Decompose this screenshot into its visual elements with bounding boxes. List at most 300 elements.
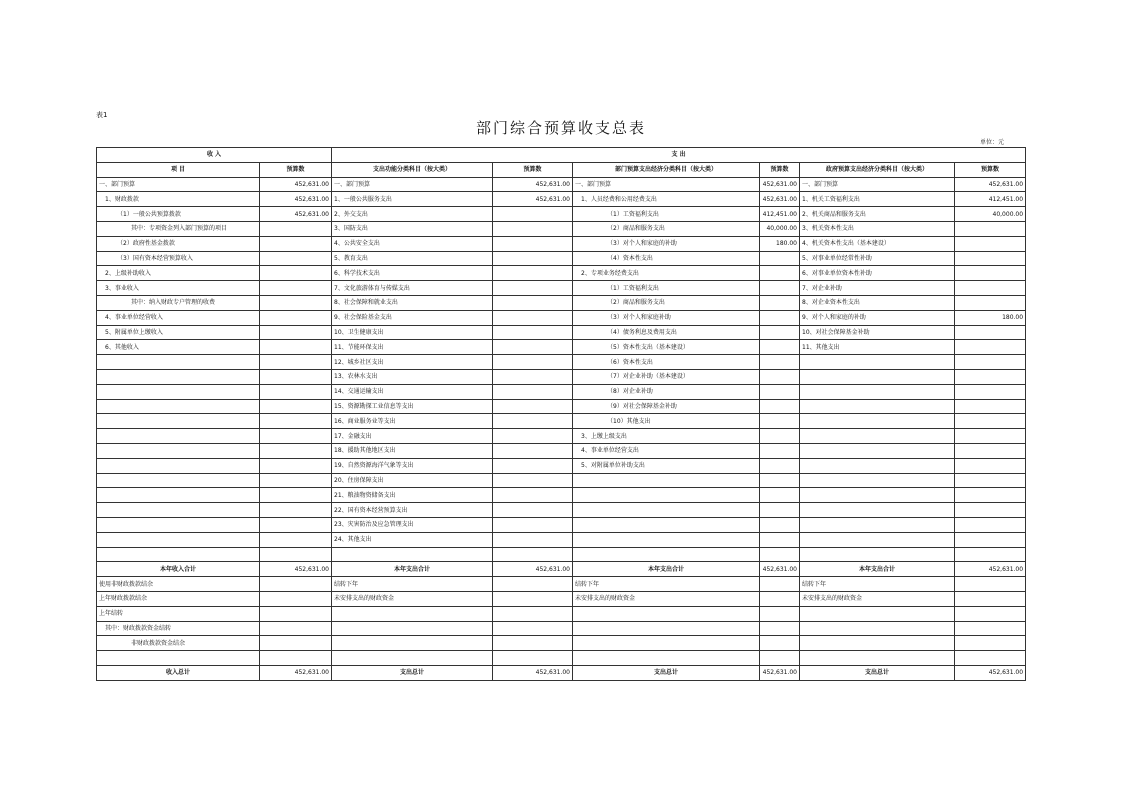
budget-amount-cell — [260, 621, 332, 636]
budget-amount-cell — [260, 325, 332, 340]
budget-amount-cell — [260, 488, 332, 503]
budget-amount-cell — [493, 281, 573, 296]
item-cell — [573, 651, 760, 666]
budget-amount-cell — [260, 651, 332, 666]
item-cell: （1）工资福利支出 — [573, 207, 760, 222]
budget-amount-cell: 40,000.00 — [760, 221, 800, 236]
item-cell: 5、对事业单位经常性补助 — [800, 251, 955, 266]
item-cell: 10、卫生健康支出 — [332, 325, 493, 340]
expense-header: 支 出 — [332, 148, 1026, 163]
budget-amount-cell — [493, 651, 573, 666]
budget-amount-cell — [955, 651, 1026, 666]
item-cell: 3、机关资本性支出 — [800, 221, 955, 236]
budget-amount-cell — [955, 251, 1026, 266]
table-row — [97, 621, 1026, 636]
item-cell: 4、机关资本性支出（基本建设） — [800, 236, 955, 251]
table-row — [97, 517, 1026, 532]
budget-amount-cell — [760, 281, 800, 296]
table-row — [97, 473, 1026, 488]
item-cell: 2、上级补助收入 — [97, 266, 260, 281]
item-cell: （2）商品和服务支出 — [573, 295, 760, 310]
budget-amount-cell — [760, 340, 800, 355]
budget-amount-cell — [760, 266, 800, 281]
budget-amount-cell — [760, 473, 800, 488]
item-cell: 8、对企业资本性支出 — [800, 295, 955, 310]
budget-amount-cell — [493, 251, 573, 266]
table-row — [97, 488, 1026, 503]
item-cell: 6、其他收入 — [97, 340, 260, 355]
budget-amount-cell — [493, 517, 573, 532]
item-cell: 其中：纳入财政专户管理的收费 — [97, 295, 260, 310]
table-row — [97, 177, 1026, 192]
item-cell: 3、事业收入 — [97, 281, 260, 296]
item-cell — [800, 414, 955, 429]
item-cell — [97, 355, 260, 370]
item-cell: （9）对社会保障基金补助 — [573, 399, 760, 414]
budget-amount-cell — [955, 517, 1026, 532]
item-cell — [800, 488, 955, 503]
budget-amount-cell — [260, 503, 332, 518]
item-cell: 本年支出合计 — [800, 562, 955, 577]
item-cell: 10、对社会保障基金补助 — [800, 325, 955, 340]
budget-amount-cell — [493, 429, 573, 444]
budget-amount-cell: 180.00 — [955, 310, 1026, 325]
item-cell: 1、机关工资福利支出 — [800, 192, 955, 207]
budget-amount-cell — [493, 399, 573, 414]
budget-amount-cell — [760, 636, 800, 651]
item-cell: （3）国有资本经营预算收入 — [97, 251, 260, 266]
budget-amount-cell — [955, 266, 1026, 281]
item-cell: 23、灾害防治及应急管理支出 — [332, 517, 493, 532]
item-cell: 3、上缴上级支出 — [573, 429, 760, 444]
budget-amount-cell — [760, 606, 800, 621]
item-cell — [800, 517, 955, 532]
item-cell: 9、对个人和家庭的补助 — [800, 310, 955, 325]
item-cell — [97, 384, 260, 399]
item-cell: （4）资本性支出 — [573, 251, 760, 266]
budget-amount-cell — [493, 340, 573, 355]
budget-amount-cell — [493, 236, 573, 251]
item-cell: （3）对个人和家庭补助 — [573, 310, 760, 325]
budget-amount-cell — [955, 532, 1026, 547]
item-cell — [332, 606, 493, 621]
budget-amount-cell — [955, 221, 1026, 236]
budget-amount-cell: 452,631.00 — [760, 192, 800, 207]
func-class-column-header: 支出功能分类科目（按大类） — [332, 162, 493, 177]
budget-amount-cell — [955, 458, 1026, 473]
table-row — [97, 281, 1026, 296]
item-cell: （1）工资福利支出 — [573, 281, 760, 296]
table-row — [97, 192, 1026, 207]
budget-amount-cell — [955, 591, 1026, 606]
item-cell: 5、对附属单位补助支出 — [573, 458, 760, 473]
budget-amount-cell — [493, 221, 573, 236]
item-cell — [800, 651, 955, 666]
item-cell: 一、部门预算 — [332, 177, 493, 192]
budget-amount-cell — [493, 414, 573, 429]
item-cell — [573, 488, 760, 503]
item-cell: 5、附属单位上缴收入 — [97, 325, 260, 340]
table-row — [97, 591, 1026, 606]
budget-amount-cell: 452,631.00 — [493, 192, 573, 207]
item-cell: 上年财政拨款结余 — [97, 591, 260, 606]
budget-column-header: 预算数 — [260, 162, 332, 177]
item-cell: 11、节能环保支出 — [332, 340, 493, 355]
budget-column-header: 预算数 — [760, 162, 800, 177]
item-cell — [800, 636, 955, 651]
budget-amount-cell — [493, 547, 573, 562]
budget-amount-cell — [760, 577, 800, 592]
table-row — [97, 251, 1026, 266]
table-row — [97, 340, 1026, 355]
item-cell: 6、科学技术支出 — [332, 266, 493, 281]
item-cell: 结转下年 — [573, 577, 760, 592]
item-cell — [97, 458, 260, 473]
budget-amount-cell — [260, 251, 332, 266]
item-cell: （2）政府性基金拨款 — [97, 236, 260, 251]
table-row — [97, 577, 1026, 592]
budget-amount-cell — [260, 340, 332, 355]
item-cell: （1）一般公共预算拨款 — [97, 207, 260, 222]
item-cell: （8）对企业补助 — [573, 384, 760, 399]
item-cell — [800, 384, 955, 399]
budget-amount-cell — [760, 251, 800, 266]
item-cell: 6、对事业单位资本性补助 — [800, 266, 955, 281]
budget-amount-cell: 40,000.00 — [955, 207, 1026, 222]
item-cell — [573, 606, 760, 621]
item-cell — [97, 488, 260, 503]
item-cell: 支出总计 — [332, 665, 493, 680]
budget-amount-cell — [493, 443, 573, 458]
budget-amount-cell: 452,631.00 — [760, 177, 800, 192]
item-cell: 11、其他支出 — [800, 340, 955, 355]
table-row — [97, 443, 1026, 458]
budget-amount-cell — [260, 591, 332, 606]
budget-amount-cell — [260, 221, 332, 236]
item-cell: 其中：专项资金列入部门预算的项目 — [97, 221, 260, 236]
budget-amount-cell — [260, 443, 332, 458]
item-cell: 非财政拨款资金结余 — [97, 636, 260, 651]
budget-amount-cell — [260, 236, 332, 251]
budget-amount-cell — [260, 547, 332, 562]
item-cell: 未安排支出的财政资金 — [573, 591, 760, 606]
budget-amount-cell — [760, 517, 800, 532]
budget-amount-cell — [760, 591, 800, 606]
item-cell — [800, 458, 955, 473]
table-row — [97, 207, 1026, 222]
item-cell: 2、机关商品和服务支出 — [800, 207, 955, 222]
budget-amount-cell — [493, 458, 573, 473]
item-cell — [573, 532, 760, 547]
budget-amount-cell — [955, 281, 1026, 296]
budget-amount-cell — [493, 355, 573, 370]
budget-amount-cell — [260, 532, 332, 547]
budget-amount-cell — [260, 369, 332, 384]
item-cell: 收入总计 — [97, 665, 260, 680]
budget-amount-cell — [260, 458, 332, 473]
item-cell: （10）其他支出 — [573, 414, 760, 429]
budget-amount-cell — [260, 295, 332, 310]
budget-amount-cell — [955, 369, 1026, 384]
item-cell: 4、事业单位经营支出 — [573, 443, 760, 458]
table-row — [97, 458, 1026, 473]
budget-amount-cell — [493, 591, 573, 606]
item-cell: 14、交通运输支出 — [332, 384, 493, 399]
budget-amount-cell — [760, 295, 800, 310]
table-row — [97, 414, 1026, 429]
budget-amount-cell — [260, 636, 332, 651]
budget-amount-cell — [955, 355, 1026, 370]
table-row — [97, 295, 1026, 310]
budget-amount-cell — [955, 429, 1026, 444]
item-cell: 2、专项业务经费支出 — [573, 266, 760, 281]
budget-amount-cell: 452,631.00 — [955, 177, 1026, 192]
budget-amount-cell — [260, 355, 332, 370]
budget-amount-cell — [760, 414, 800, 429]
item-cell: 2、外交支出 — [332, 207, 493, 222]
budget-amount-cell — [260, 399, 332, 414]
item-cell — [800, 532, 955, 547]
budget-amount-cell — [493, 473, 573, 488]
item-cell: 15、资源勘探工业信息等支出 — [332, 399, 493, 414]
item-cell: 一、部门预算 — [800, 177, 955, 192]
item-cell: 上年结转 — [97, 606, 260, 621]
budget-amount-cell — [760, 621, 800, 636]
item-cell: 未安排支出的财政资金 — [800, 591, 955, 606]
budget-amount-cell — [760, 503, 800, 518]
item-cell: 一、部门预算 — [573, 177, 760, 192]
budget-amount-cell — [493, 266, 573, 281]
item-cell — [800, 355, 955, 370]
item-cell: （3）对个人和家庭的补助 — [573, 236, 760, 251]
item-cell: 支出总计 — [573, 665, 760, 680]
item-cell: 结转下年 — [332, 577, 493, 592]
budget-amount-cell: 452,631.00 — [260, 177, 332, 192]
budget-amount-cell: 412,451.00 — [955, 192, 1026, 207]
budget-amount-cell — [493, 636, 573, 651]
budget-amount-cell — [260, 473, 332, 488]
budget-amount-cell — [260, 606, 332, 621]
table-row — [97, 221, 1026, 236]
item-cell — [332, 621, 493, 636]
budget-amount-cell — [493, 621, 573, 636]
table-row — [97, 355, 1026, 370]
budget-amount-cell — [760, 443, 800, 458]
budget-amount-cell — [955, 414, 1026, 429]
item-cell — [332, 651, 493, 666]
budget-amount-cell: 452,631.00 — [260, 562, 332, 577]
budget-amount-cell — [955, 325, 1026, 340]
table-row — [97, 310, 1026, 325]
budget-amount-cell — [493, 207, 573, 222]
item-cell: 1、一般公共服务支出 — [332, 192, 493, 207]
budget-amount-cell — [955, 399, 1026, 414]
table-row — [97, 562, 1026, 577]
budget-summary-table — [96, 147, 1026, 681]
item-cell: （5）资本性支出（基本建设） — [573, 340, 760, 355]
item-cell — [97, 503, 260, 518]
budget-amount-cell — [955, 473, 1026, 488]
item-cell: 1、人员经费和公用经费支出 — [573, 192, 760, 207]
table-row — [97, 651, 1026, 666]
item-cell: 使用非财政拨款结余 — [97, 577, 260, 592]
item-cell — [800, 473, 955, 488]
budget-amount-cell — [955, 488, 1026, 503]
item-cell — [573, 636, 760, 651]
item-cell — [332, 547, 493, 562]
table-row — [97, 665, 1026, 680]
item-cell — [800, 503, 955, 518]
item-cell: 16、商业服务业等支出 — [332, 414, 493, 429]
item-cell — [573, 503, 760, 518]
budget-amount-cell: 180.00 — [760, 236, 800, 251]
item-cell: 5、教育支出 — [332, 251, 493, 266]
table-number-label: 表1 — [96, 111, 108, 119]
budget-column-header: 预算数 — [493, 162, 573, 177]
item-cell: 结转下年 — [800, 577, 955, 592]
item-cell: 21、粮油物资储备支出 — [332, 488, 493, 503]
budget-amount-cell — [260, 384, 332, 399]
budget-amount-cell — [260, 517, 332, 532]
item-cell — [97, 414, 260, 429]
item-cell — [97, 547, 260, 562]
item-cell — [97, 429, 260, 444]
budget-amount-cell — [955, 577, 1026, 592]
item-cell: 未安排支出的财政资金 — [332, 591, 493, 606]
budget-amount-cell — [760, 325, 800, 340]
item-cell: 本年支出合计 — [332, 562, 493, 577]
item-cell — [800, 547, 955, 562]
item-cell: 9、社会保险基金支出 — [332, 310, 493, 325]
unit-label: 单位：元 — [980, 139, 1005, 146]
item-cell — [800, 429, 955, 444]
header-row-top — [97, 148, 1026, 163]
gov-econ-class-column-header: 政府预算支出经济分类科目（按大类） — [800, 162, 955, 177]
item-cell: 一、部门预算 — [97, 177, 260, 192]
item-cell: 4、公共安全支出 — [332, 236, 493, 251]
item-cell — [573, 547, 760, 562]
budget-amount-cell — [760, 429, 800, 444]
budget-amount-cell — [955, 443, 1026, 458]
header-row-columns — [97, 162, 1026, 177]
budget-amount-cell — [260, 266, 332, 281]
budget-amount-cell — [955, 236, 1026, 251]
table-row — [97, 636, 1026, 651]
table-row — [97, 503, 1026, 518]
budget-amount-cell — [493, 577, 573, 592]
item-cell — [573, 473, 760, 488]
table-row — [97, 429, 1026, 444]
budget-amount-cell — [760, 355, 800, 370]
budget-amount-cell — [493, 295, 573, 310]
budget-amount-cell — [955, 636, 1026, 651]
budget-amount-cell — [260, 577, 332, 592]
budget-amount-cell: 452,631.00 — [760, 562, 800, 577]
table-row — [97, 369, 1026, 384]
table-row — [97, 384, 1026, 399]
item-cell — [97, 399, 260, 414]
item-cell — [97, 532, 260, 547]
budget-amount-cell: 452,631.00 — [493, 562, 573, 577]
budget-amount-cell — [955, 340, 1026, 355]
budget-amount-cell — [760, 458, 800, 473]
item-cell: 19、自然资源海洋气象等支出 — [332, 458, 493, 473]
table-row — [97, 399, 1026, 414]
item-cell: （6）资本性支出 — [573, 355, 760, 370]
item-cell — [573, 517, 760, 532]
item-cell: 3、国防支出 — [332, 221, 493, 236]
item-cell: 本年收入合计 — [97, 562, 260, 577]
table-row — [97, 236, 1026, 251]
budget-amount-cell: 452,631.00 — [955, 665, 1026, 680]
budget-amount-cell: 412,451.00 — [760, 207, 800, 222]
table-row — [97, 266, 1026, 281]
budget-amount-cell — [955, 295, 1026, 310]
budget-amount-cell — [493, 532, 573, 547]
item-cell: 13、农林水支出 — [332, 369, 493, 384]
budget-amount-cell — [260, 281, 332, 296]
item-cell: （2）商品和服务支出 — [573, 221, 760, 236]
item-cell — [97, 651, 260, 666]
budget-amount-cell — [493, 325, 573, 340]
budget-amount-cell — [955, 503, 1026, 518]
budget-amount-cell: 452,631.00 — [260, 192, 332, 207]
budget-amount-cell — [760, 532, 800, 547]
item-cell — [332, 636, 493, 651]
item-cell: 支出总计 — [800, 665, 955, 680]
item-cell — [573, 621, 760, 636]
item-cell: 本年支出合计 — [573, 562, 760, 577]
budget-amount-cell: 452,631.00 — [260, 207, 332, 222]
table-row — [97, 532, 1026, 547]
budget-amount-cell: 452,631.00 — [493, 665, 573, 680]
table-row — [97, 606, 1026, 621]
dept-econ-class-column-header: 部门预算支出经济分类科目（按大类） — [573, 162, 760, 177]
budget-amount-cell — [493, 606, 573, 621]
item-cell: 24、其他支出 — [332, 532, 493, 547]
item-cell: 17、金融支出 — [332, 429, 493, 444]
budget-amount-cell — [260, 414, 332, 429]
item-cell — [800, 606, 955, 621]
budget-amount-cell — [493, 384, 573, 399]
budget-amount-cell — [955, 547, 1026, 562]
item-cell: （4）债务利息及费用支出 — [573, 325, 760, 340]
budget-amount-cell — [760, 488, 800, 503]
budget-amount-cell — [955, 606, 1026, 621]
item-cell: 7、文化旅游体育与传媒支出 — [332, 281, 493, 296]
budget-amount-cell — [760, 310, 800, 325]
item-cell: 12、城乡社区支出 — [332, 355, 493, 370]
budget-amount-cell: 452,631.00 — [955, 562, 1026, 577]
budget-amount-cell — [493, 488, 573, 503]
item-cell — [800, 399, 955, 414]
item-cell: 4、事业单位经营收入 — [97, 310, 260, 325]
item-cell — [97, 517, 260, 532]
budget-amount-cell — [493, 310, 573, 325]
item-cell: 7、对企业补助 — [800, 281, 955, 296]
budget-amount-cell — [760, 384, 800, 399]
budget-amount-cell — [955, 621, 1026, 636]
item-cell: 1、财政拨款 — [97, 192, 260, 207]
budget-amount-cell — [760, 547, 800, 562]
item-cell: 其中：财政拨款资金结转 — [97, 621, 260, 636]
budget-amount-cell — [760, 399, 800, 414]
item-cell — [97, 443, 260, 458]
item-cell — [97, 369, 260, 384]
table-row — [97, 547, 1026, 562]
table-row — [97, 325, 1026, 340]
page-title: 部门综合预算收支总表 — [475, 119, 646, 137]
